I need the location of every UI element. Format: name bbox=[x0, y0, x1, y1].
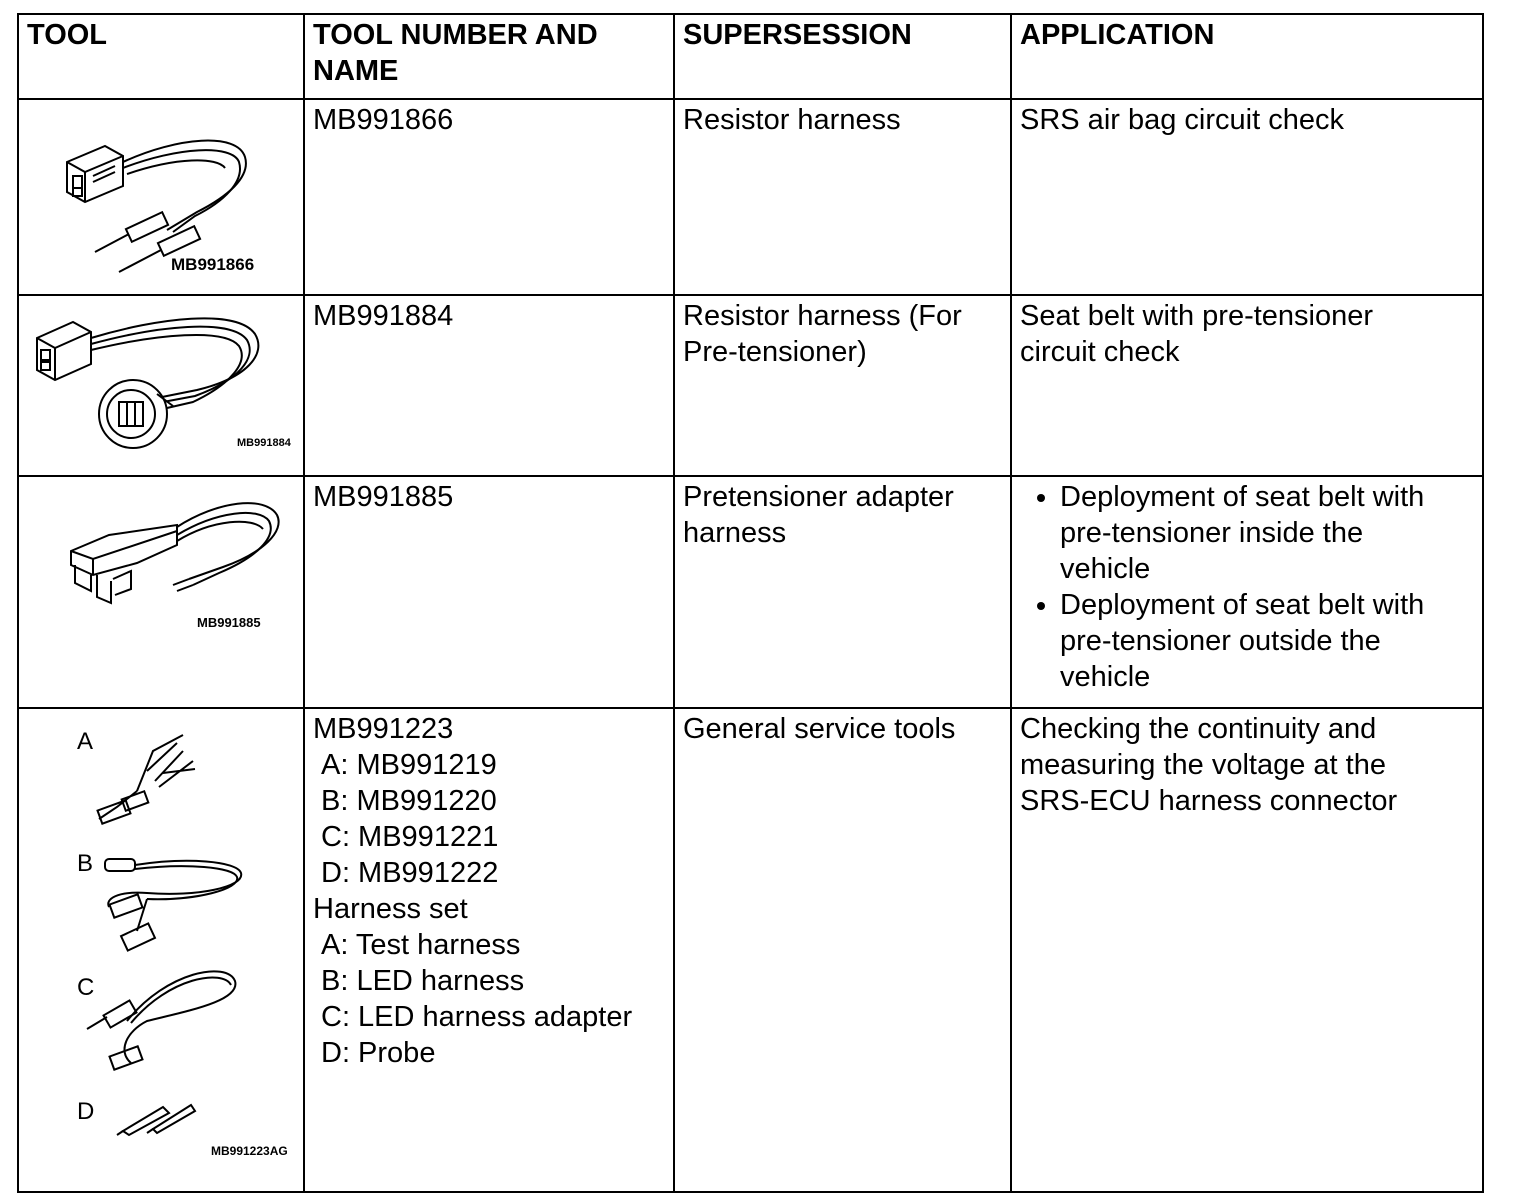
bullet-line: • Deployment of seat belt with bbox=[1060, 481, 1425, 513]
pretensioner-adapter-harness-icon bbox=[27, 479, 304, 707]
tool-image-cell bbox=[18, 708, 304, 1192]
tool-number-line: C: LED harness adapter bbox=[321, 1001, 633, 1033]
tool-number-line: A: Test harness bbox=[321, 929, 521, 961]
tool-number-line: A: MB991219 bbox=[321, 749, 497, 781]
general-service-tools-icon bbox=[27, 711, 304, 1191]
application-bullet bbox=[1060, 479, 1475, 587]
bullet-line: vehicle bbox=[1060, 553, 1151, 585]
table-row bbox=[18, 708, 1483, 1192]
application-line: SRS-ECU harness connector bbox=[1020, 785, 1398, 817]
header-tool-number-line2: NAME bbox=[313, 55, 399, 87]
resistor-harness-icon bbox=[27, 102, 304, 294]
header-row bbox=[18, 14, 1483, 99]
header-tool: TOOL bbox=[18, 14, 304, 99]
tool-number-cell bbox=[304, 708, 674, 1192]
header-tool-number bbox=[304, 14, 674, 99]
tool-image-label: MB991866 bbox=[171, 255, 255, 274]
tool-number-line: C: MB991221 bbox=[321, 821, 499, 853]
pretensioner-resistor-harness-icon bbox=[27, 298, 304, 475]
tool-image-label: MB991223AG bbox=[211, 1144, 288, 1158]
tool-letter-c: C bbox=[77, 974, 95, 1001]
tool-number-cell: MB991885 bbox=[304, 476, 674, 708]
tool-image-cell bbox=[18, 476, 304, 708]
tool-number-line: B: MB991220 bbox=[321, 785, 497, 817]
application-cell bbox=[1011, 295, 1483, 476]
tool-number-line: Harness set bbox=[313, 893, 468, 925]
supersession-cell bbox=[674, 295, 1011, 476]
supersession-line: Pretensioner adapter bbox=[683, 481, 954, 513]
tool-number-line: B: LED harness bbox=[321, 965, 525, 997]
application-bullet-list bbox=[1020, 479, 1475, 695]
tool-image-cell bbox=[18, 99, 304, 295]
tool-image-label: MB991885 bbox=[197, 615, 261, 630]
bullet-line: pre-tensioner outside the bbox=[1060, 625, 1381, 657]
tool-letter-b: B bbox=[77, 850, 94, 877]
application-cell bbox=[1011, 476, 1483, 708]
supersession-line: harness bbox=[683, 517, 787, 549]
tool-number-cell: MB991866 bbox=[304, 99, 674, 295]
supersession-line: Resistor harness (For bbox=[683, 300, 962, 332]
bullet-line: • Deployment of seat belt with bbox=[1060, 589, 1425, 621]
tool-number-line: MB991223 bbox=[313, 713, 454, 745]
bullet-line: vehicle bbox=[1060, 661, 1151, 693]
supersession-line: Pre-tensioner) bbox=[683, 336, 867, 368]
tool-number-cell: MB991884 bbox=[304, 295, 674, 476]
tool-number-line: D: Probe bbox=[321, 1037, 436, 1069]
supersession-cell: Resistor harness bbox=[674, 99, 1011, 295]
table-row bbox=[18, 295, 1483, 476]
table-row bbox=[18, 99, 1483, 295]
application-cell bbox=[1011, 708, 1483, 1192]
tool-number-line: D: MB991222 bbox=[321, 857, 499, 889]
application-line: measuring the voltage at the bbox=[1020, 749, 1386, 781]
application-line: Seat belt with pre-tensioner bbox=[1020, 300, 1374, 332]
application-bullet bbox=[1060, 587, 1475, 695]
header-tool-number-line1: TOOL NUMBER AND bbox=[313, 19, 598, 51]
header-supersession: SUPERSESSION bbox=[674, 14, 1011, 99]
tool-letter-a: A bbox=[77, 728, 94, 755]
tool-letter-d: D bbox=[77, 1098, 95, 1125]
table-row bbox=[18, 476, 1483, 708]
application-line: Checking the continuity and bbox=[1020, 713, 1377, 745]
special-tools-table bbox=[17, 13, 1484, 1193]
bullet-line: pre-tensioner inside the bbox=[1060, 517, 1364, 549]
header-application: APPLICATION bbox=[1011, 14, 1483, 99]
tool-image-label: MB991884 bbox=[237, 437, 291, 449]
application-line: circuit check bbox=[1020, 336, 1180, 368]
supersession-cell bbox=[674, 476, 1011, 708]
supersession-cell: General service tools bbox=[674, 708, 1011, 1192]
application-cell: SRS air bag circuit check bbox=[1011, 99, 1483, 295]
tool-image-cell bbox=[18, 295, 304, 476]
